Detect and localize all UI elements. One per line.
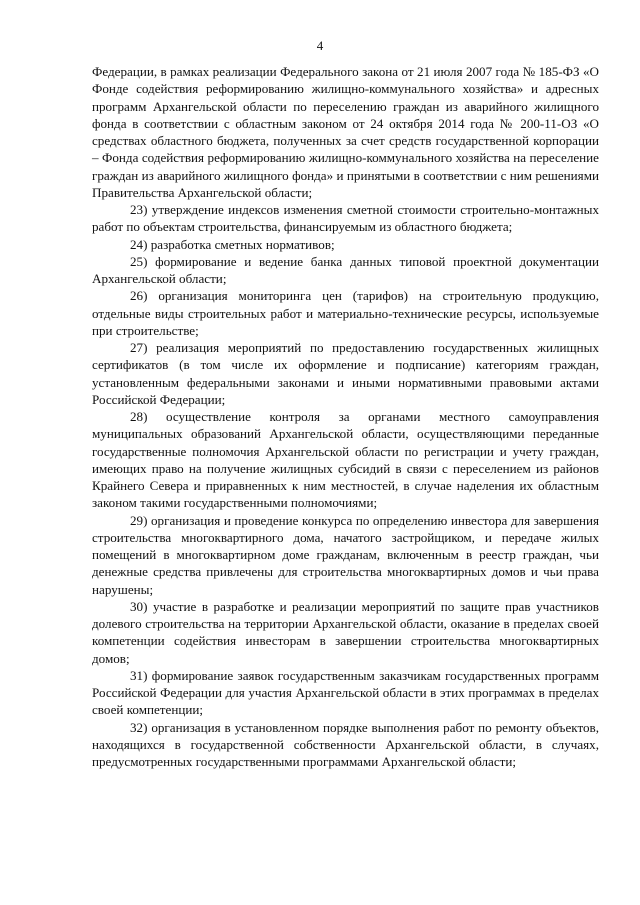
paragraph-item-28: 28) осуществление контроля за органами местного самоуправления муниципальных образований Архангельской области, осуществляющими переданные государственные полномочия Архангельской области по регистрации и учету граждан, имеющих право на получение жилищных субсидий в связи с переселением из районов Крайнего Севера и приравненных к ним местностей, в случае наделения их областным законом такими государственными полномочиями; <box>92 409 599 511</box>
paragraph-item-26: 26) организация мониторинга цен (тарифов) на строительную продукцию, отдельные виды строительных работ и материально-технические ресурсы, используемые при строительстве; <box>92 288 599 338</box>
paragraph-item-32: 32) организация в установленном порядке выполнения работ по ремонту объектов, находящихся в государственной собственности Архангельской области, в случаях, предусмотренных государственными программами Архангельской области; <box>92 719 599 769</box>
paragraph-item-25: 25) формирование и ведение банка данных типовой проектной документации Архангельской области; <box>92 253 599 286</box>
paragraph-item-30: 30) участие в разработке и реализации мероприятий по защите прав участников долевого строительства на территории Архангельской области, оказание в пределах своей компетенции содействия инвесторам в завершении строительства многоквартирных домов; <box>92 598 599 666</box>
paragraph-item-23: 23) утверждение индексов изменения сметной стоимости строительно-монтажных работ по объектам строительства, финансируемым из областного бюджета; <box>92 202 599 235</box>
paragraph-item-27: 27) реализация мероприятий по предоставлению государственных жилищных сертификатов (в том числе их оформление и подписание) категориям граждан, установленным федеральными законами и иными нормативными правовыми актами Российской Федерации; <box>92 340 599 407</box>
paragraph-item-29: 29) организация и проведение конкурса по определению инвестора для завершения строительства многоквартирного дома, начатого застройщиком, и передаче жилых помещений в многоквартирном доме гражданам, включенным в реестр граждан, чьи денежные средства привлечены для строительства многоквартирных домов и чьи права нарушены; <box>92 512 599 597</box>
paragraph-continuation: Федерации, в рамках реализации Федерального закона от 21 июля 2007 года № 185-ФЗ «О Фонде содействия реформированию жилищно-коммунального хозяйства» и адресных программ Архангельской области по переселению граждан из аварийного жилищного фонда в соответствии с областным законом от 24 октября 2014 года № 200-11-ОЗ «О средствах областного бюджета, полученных за счет средств государственной корпорации – Фонда содействия реформированию жилищно-коммунального хозяйства на переселение граждан из аварийного жилищного фонда» и принятыми в соответствии с ним решениями Правительства Архангельской области; <box>92 64 599 200</box>
page-number: 4 <box>316 38 324 53</box>
paragraph-item-24: 24) разработка сметных нормативов; <box>130 236 335 252</box>
document-body <box>92 63 599 770</box>
paragraph-item-31: 31) формирование заявок государственным заказчикам государственных программ Российской Федерации для участия Архангельской области в этих программах в пределах своей компетенции; <box>92 667 599 718</box>
